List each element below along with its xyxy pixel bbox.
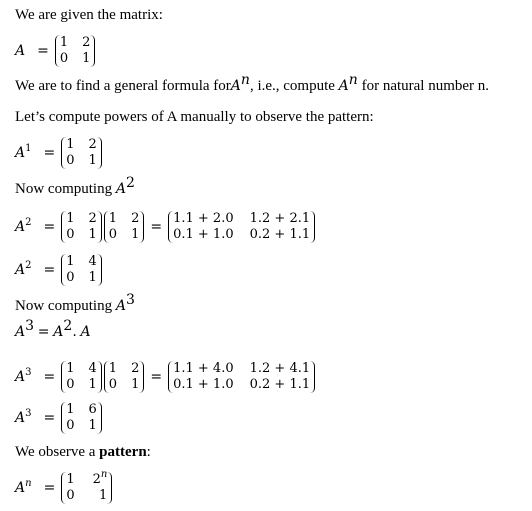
a2-calc-equation: $A^2$ = 1 2 0 1 1 2 0 1 = 1.1 + 2.0 1.2 + 2.1 0.1 + 1.0 0.2 + 1.1: [15, 211, 315, 243]
a3-calc-equation: $A^3$ = 1 4 0 1 1 2 0 1 = 1.1 + 4.0 1.2 + 4.1 0.1 + 1.0 0.2 + 1.1: [15, 361, 315, 393]
pattern-text: We observe a pattern:: [15, 444, 151, 460]
equals-sign: =: [37, 43, 49, 59]
now-computing-a3: Now computing $A^3$: [15, 292, 135, 314]
an-equation: $A^n$ = 1 2$^n$ 0 1: [15, 472, 112, 504]
matrix-a3-left: 1 4 0 1: [61, 361, 102, 393]
intro-text: We are given the matrix:: [15, 7, 163, 23]
matrix-a2: 1 4 0 1: [61, 254, 102, 286]
matrix-a2-left: 1 2 0 1: [61, 211, 102, 243]
matrix-a2-product: 1.1 + 2.0 1.2 + 2.1 0.1 + 1.0 0.2 + 1.1: [168, 211, 315, 243]
a2-result-equation: $A^2$ = 1 4 0 1: [15, 254, 102, 286]
matrix-a-equation: [15, 35, 95, 67]
matrix-a3-product: 1.1 + 4.0 1.2 + 4.1 0.1 + 1.0 0.2 + 1.1: [168, 361, 315, 393]
matrix-an: 1 2$^n$ 0 1: [61, 472, 112, 504]
a1-equation: $A^1$ = 1 2 0 1: [15, 137, 102, 169]
matrix-a2-right: 1 2 0 1: [104, 211, 145, 243]
matrix-a3-right: 1 2 0 1: [104, 361, 145, 393]
now-computing-a2: Now computing $A^2$: [15, 175, 135, 197]
lhs-a: A: [15, 43, 26, 59]
matrix-a1: 1 2 0 1: [61, 137, 102, 169]
a3-definition: $A^3 = A^2$. A: [15, 318, 91, 340]
compute-powers-text: Let’s compute powers of A manually to observe the pattern:: [15, 109, 374, 125]
matrix-a3: 1 6 0 1: [61, 402, 102, 434]
a3-result-equation: $A^3$ = 1 6 0 1: [15, 402, 102, 434]
goal-text: We are to find a general formula forA$^n$, i.e., compute $A^n$ for natural number n.: [15, 72, 490, 94]
matrix-a: 1 2 0 1: [55, 35, 96, 67]
